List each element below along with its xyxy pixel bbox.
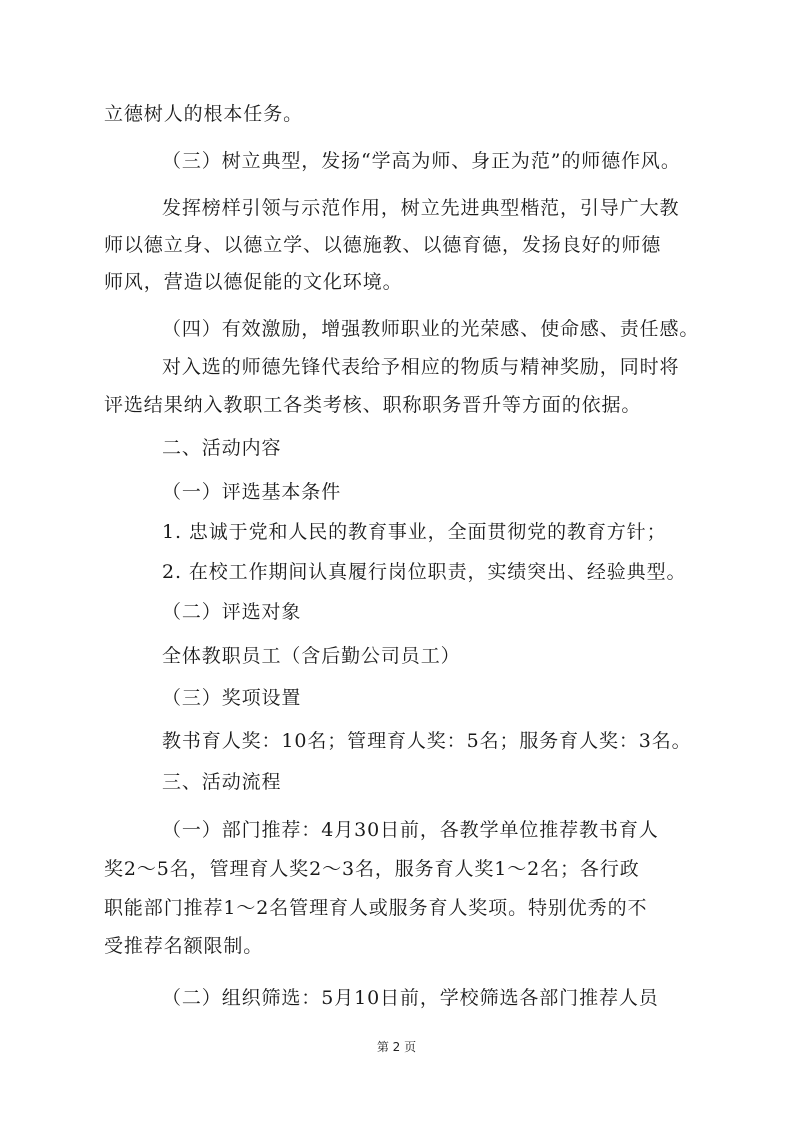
text-line: 全体教职员工（含后勤公司员工） — [162, 645, 461, 667]
section-subheading: （三）奖项设置 — [162, 687, 302, 709]
text-line: （二）组织筛选：5月10日前，学校筛选各部门推荐人员 — [162, 987, 659, 1009]
text-line: 教书育人奖：10名；管理育人奖：5名；服务育人奖：3名。 — [162, 730, 692, 752]
section-subheading: （二）评选对象 — [162, 601, 302, 623]
text-line: 立德树人的根本任务。 — [104, 103, 304, 125]
section-subheading: （四）有效激励，增强教师职业的光荣感、使命感、责任感。 — [162, 318, 700, 340]
text-line: （一）部门推荐：4月30日前，各教学单位推荐教书育人 — [162, 819, 659, 841]
section-subheading: （三）树立典型，发扬“学高为师、身正为范”的师德作风。 — [162, 150, 681, 172]
text-line: 师以德立身、以德立学、以德施教、以德育德，发扬良好的师德 — [104, 234, 662, 256]
text-line: 对入选的师德先锋代表给予相应的物质与精神奖励，同时将 — [162, 356, 680, 378]
section-heading: 三、活动流程 — [162, 771, 282, 793]
section-heading: 二、活动内容 — [162, 437, 282, 459]
text-line: 职能部门推荐1～2名管理育人或服务育人奖项。特别优秀的不 — [104, 897, 648, 919]
page-number: 第 2 页 — [376, 1040, 417, 1054]
list-item: 2. 在校工作期间认真履行岗位职责，实绩突出、经验典型。 — [162, 561, 687, 583]
list-item: 1. 忠诚于党和人民的教育事业，全面贯彻党的教育方针； — [162, 521, 667, 543]
text-line: 受推荐名额限制。 — [104, 935, 264, 957]
section-subheading: （一）评选基本条件 — [162, 481, 342, 503]
text-line: 师风，营造以德促能的文化环境。 — [104, 271, 403, 293]
text-line: 奖2～5名，管理育人奖2～3名，服务育人奖1～2名；各行政 — [104, 858, 640, 880]
text-line: 评选结果纳入教职工各类考核、职称职务晋升等方面的依据。 — [104, 394, 642, 416]
text-line: 发挥榜样引领与示范作用，树立先进典型楷范，引导广大教 — [162, 197, 680, 219]
